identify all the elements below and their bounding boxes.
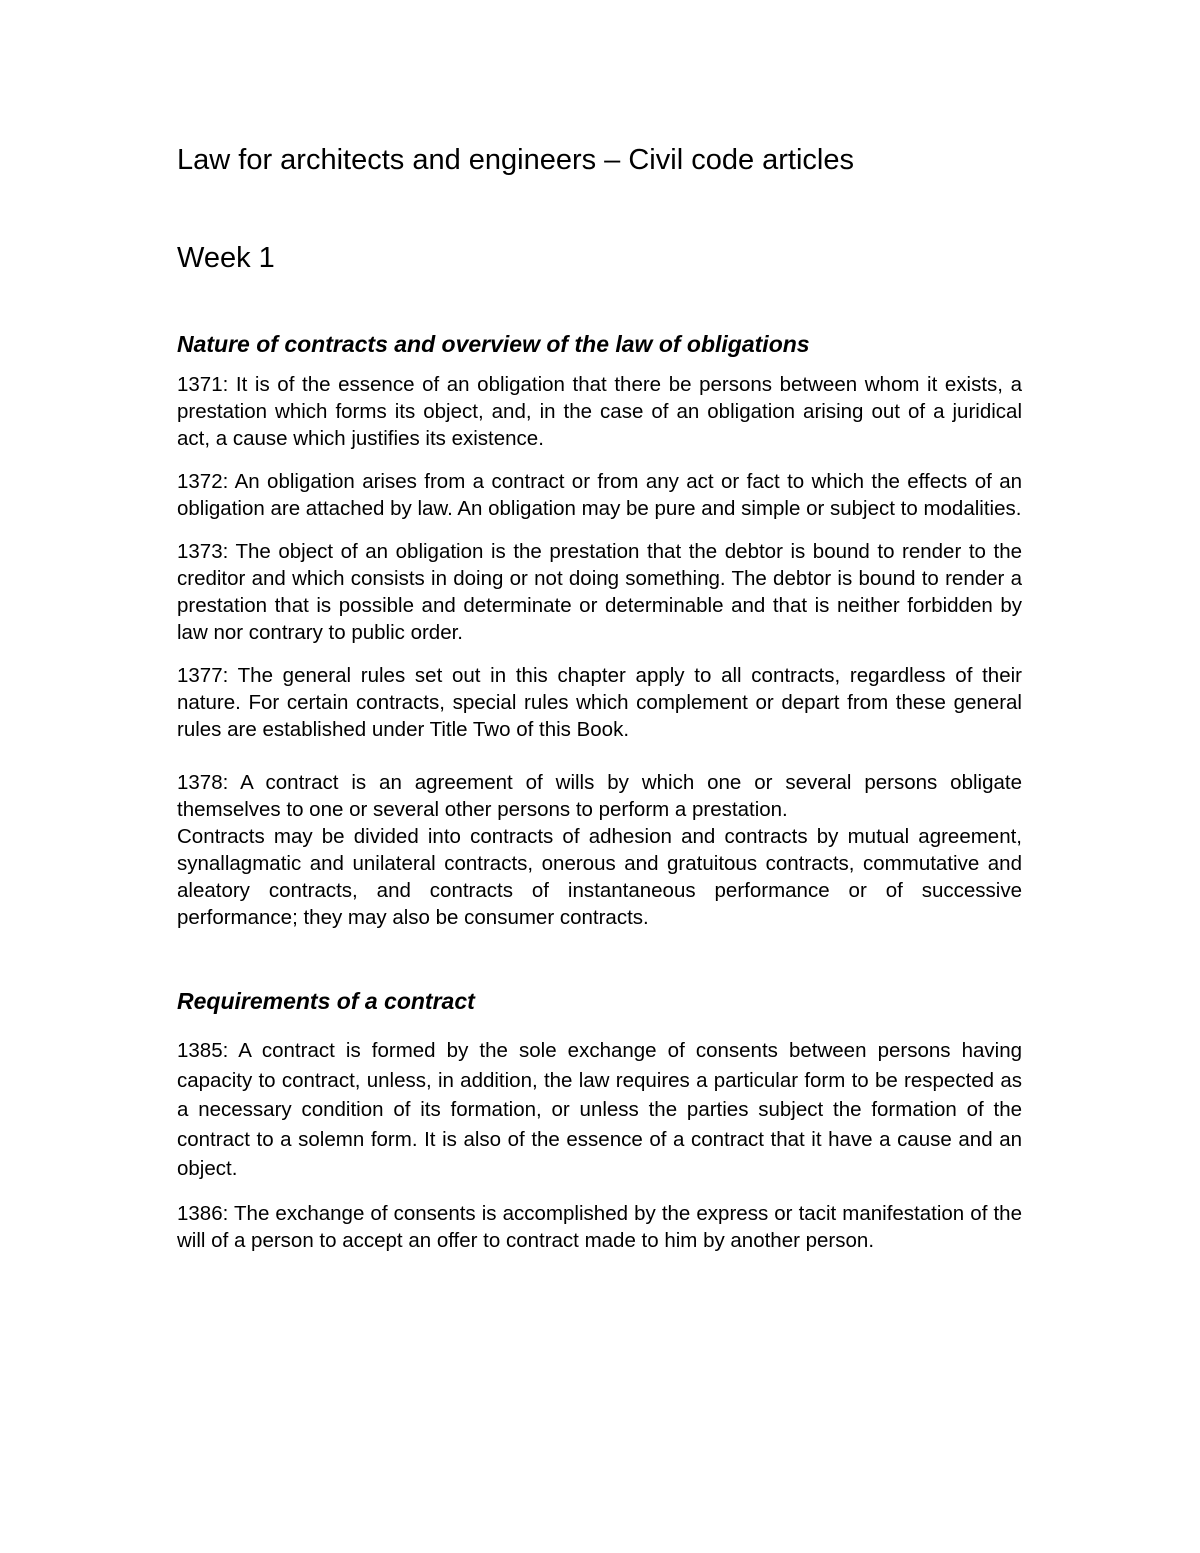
section-heading-nature-of-contracts: Nature of contracts and overview of the law of obligations: [177, 331, 810, 357]
document-title: Law for architects and engineers – Civil code articles: [177, 144, 854, 176]
article-1372: 1372: An obligation arises from a contract or from any act or fact to which the effects of an obligation are attached by law. An obligation may be pure and simple or subject to modalities.: [177, 470, 1022, 520]
section-heading-requirements: Requirements of a contract: [177, 988, 475, 1014]
article-1378-contract-types: Contracts may be divided into contracts of adhesion and contracts by mutual agreement, synallagmatic and unilateral contracts, onerous and gratuitous contracts, commutative and aleatory contracts, and contracts of instantaneous performance or of successive performance; they may also be consumer contracts.: [177, 825, 1022, 929]
article-1373: 1373: The object of an obligation is the prestation that the debtor is bound to render to the creditor and which consists in doing or not doing something. The debtor is bound to render a prestation that is possible and determinate or determinable and that is neither forbidden by law nor contrary to public order.: [177, 540, 1022, 644]
article-1371: 1371: It is of the essence of an obligation that there be persons between whom it exists, a prestation which forms its object, and, in the case of an obligation arising out of a juridical act, a cause which justifies its existence.: [177, 373, 1022, 450]
document-body: [177, 140, 1022, 1254]
article-1378: 1378: A contract is an agreement of wills by which one or several persons obligate themselves to one or several other persons to perform a prestation.: [177, 771, 1022, 821]
article-1385: 1385: A contract is formed by the sole exchange of consents between persons having capacity to contract, unless, in addition, the law requires a particular form to be respected as a necessary condition of its formation, or unless the parties subject the formation of the contract to a solemn form. It is also of the essence of a contract that it have a cause and an object.: [177, 1039, 1022, 1180]
article-1386: 1386: The exchange of consents is accomplished by the express or tacit manifestation of the will of a person to accept an offer to contract made to him by another person.: [177, 1201, 1022, 1252]
week-heading: Week 1: [177, 242, 275, 274]
article-1377: 1377: The general rules set out in this chapter apply to all contracts, regardless of their nature. For certain contracts, special rules which complement or depart from these general rules are established under Title Two of this Book.: [177, 664, 1022, 741]
